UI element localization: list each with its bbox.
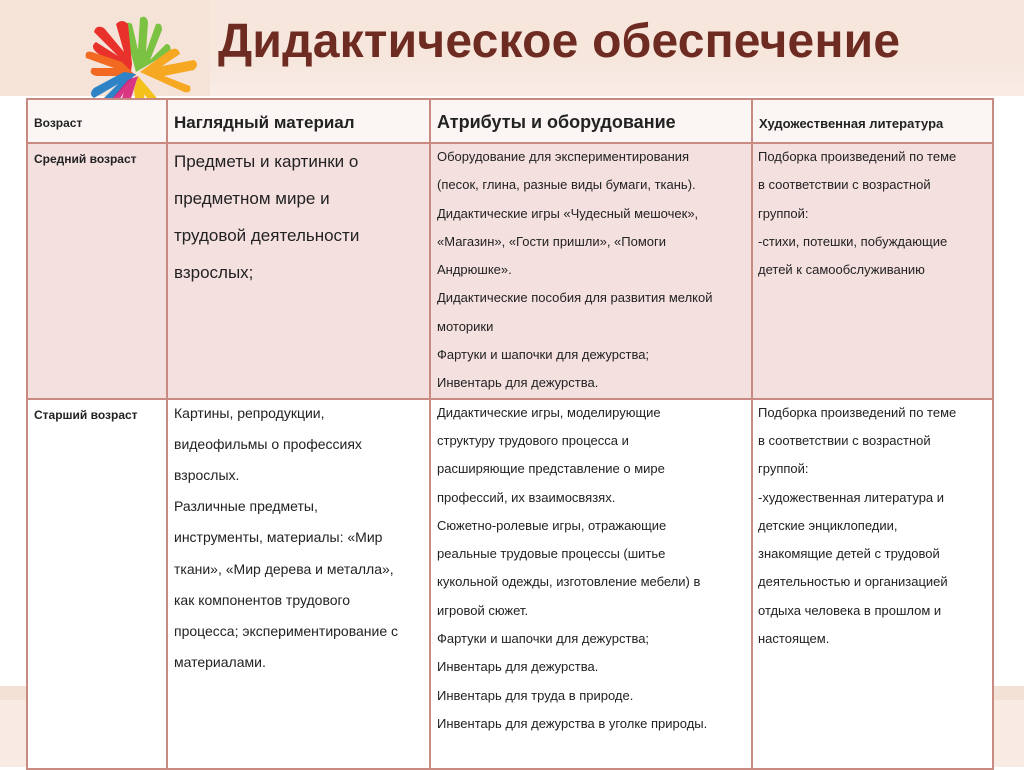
literature-line: Подборка произведений по теме	[758, 404, 957, 420]
attributes-line: Фартуки и шапочки для дежурства;	[437, 347, 650, 363]
page-title: Дидактическое обеспечение	[218, 15, 901, 68]
literature-line: в соответствии с возрастной	[758, 177, 931, 193]
visual-line: трудовой деятельности	[174, 226, 360, 245]
cell-attributes	[430, 399, 752, 769]
visual-line: Предметы и картинки о	[174, 152, 359, 171]
attributes-line: реальные трудовые процессы (шитье	[437, 546, 666, 562]
visual-line: Различные предметы,	[174, 498, 318, 515]
literature-line: детей к самообслуживанию	[758, 262, 925, 278]
age-label: Старший возраст	[34, 407, 138, 422]
header-cell-attributes	[430, 99, 752, 143]
visual-line: взрослых;	[174, 263, 254, 282]
attributes-line: кукольной одежды, изготовление мебели) в	[437, 574, 701, 590]
header-literature-label: Художественная литература	[759, 116, 944, 131]
age-label: Средний возраст	[34, 152, 137, 166]
didactic-table	[26, 98, 994, 770]
attributes-line: Фартуки и шапочки для дежурства;	[437, 631, 650, 647]
attributes-line: Дидактические игры «Чудесный мешочек»,	[437, 205, 699, 221]
literature-line: настоящем.	[758, 631, 830, 647]
cell-age	[27, 143, 167, 399]
attributes-line: Инвентарь для труда в природе.	[437, 687, 634, 703]
header-cell-literature	[752, 99, 993, 143]
visual-line: предметном мире и	[174, 189, 330, 208]
header-age-label: Возраст	[34, 116, 83, 130]
literature-line: Подборка произведений по теме	[758, 149, 957, 164]
visual-line: Картины, репродукции,	[174, 404, 325, 421]
cell-literature	[752, 143, 993, 399]
literature-line: отдыха человека в прошлом и	[758, 602, 942, 618]
literature-line: в соответствии с возрастной	[758, 432, 931, 448]
visual-line: видеофильмы о профессиях	[174, 435, 362, 452]
table-row	[27, 143, 993, 399]
header-visual-label: Наглядный материал	[174, 113, 355, 132]
attributes-line: расширяющие представление о мире	[437, 461, 665, 477]
table-row	[27, 399, 993, 769]
attributes-line: структуру трудового процесса и	[437, 432, 629, 448]
attributes-line: Оборудование для экспериментирования	[437, 149, 690, 164]
visual-line: инструменты, материалы: «Мир	[174, 529, 383, 546]
visual-line: как компонентов трудового	[174, 591, 351, 608]
visual-line: ткани», «Мир дерева и металла»,	[174, 560, 394, 577]
attributes-line: Инвентарь для дежурства.	[437, 375, 599, 391]
literature-line: деятельностью и организацией	[758, 574, 948, 590]
header-cell-visual	[167, 99, 430, 143]
literature-line: -стихи, потешки, побуждающие	[758, 233, 948, 249]
attributes-line: Инвентарь для дежурства.	[437, 659, 599, 675]
attributes-line: Дидактические пособия для развития мелкой	[437, 290, 713, 306]
literature-line: -художественная литература и	[758, 489, 945, 505]
visual-line: процесса; экспериментирование с	[174, 623, 399, 640]
attributes-line: моторики	[437, 318, 494, 334]
attributes-line: «Магазин», «Гости пришли», «Помоги	[437, 233, 667, 249]
visual-line: взрослых.	[174, 467, 240, 484]
attributes-line: Сюжетно-ролевые игры, отражающие	[437, 517, 667, 533]
cell-visual	[167, 399, 430, 769]
literature-line: детские энциклопедии,	[758, 517, 898, 533]
cell-attributes	[430, 143, 752, 399]
literature-line: группой:	[758, 205, 809, 221]
header-attributes-label: Атрибуты и оборудование	[437, 112, 676, 132]
table-header-row	[27, 99, 993, 143]
attributes-line: Инвентарь для дежурства в уголке природы.	[437, 715, 708, 731]
attributes-line: (песок, глина, разные виды бумаги, ткань).	[437, 177, 696, 193]
literature-line: знакомящие детей с трудовой	[758, 546, 940, 562]
attributes-line: профессий, их взаимосвязях.	[437, 489, 616, 505]
visual-line: материалами.	[174, 654, 266, 671]
header-cell-age	[27, 99, 167, 143]
cell-age	[27, 399, 167, 769]
attributes-line: Андрюшке».	[437, 262, 512, 278]
cell-literature	[752, 399, 993, 769]
cell-visual	[167, 143, 430, 399]
attributes-line: игровой сюжет.	[437, 602, 529, 618]
literature-line: группой:	[758, 461, 809, 477]
attributes-line: Дидактические игры, моделирующие	[437, 404, 661, 420]
